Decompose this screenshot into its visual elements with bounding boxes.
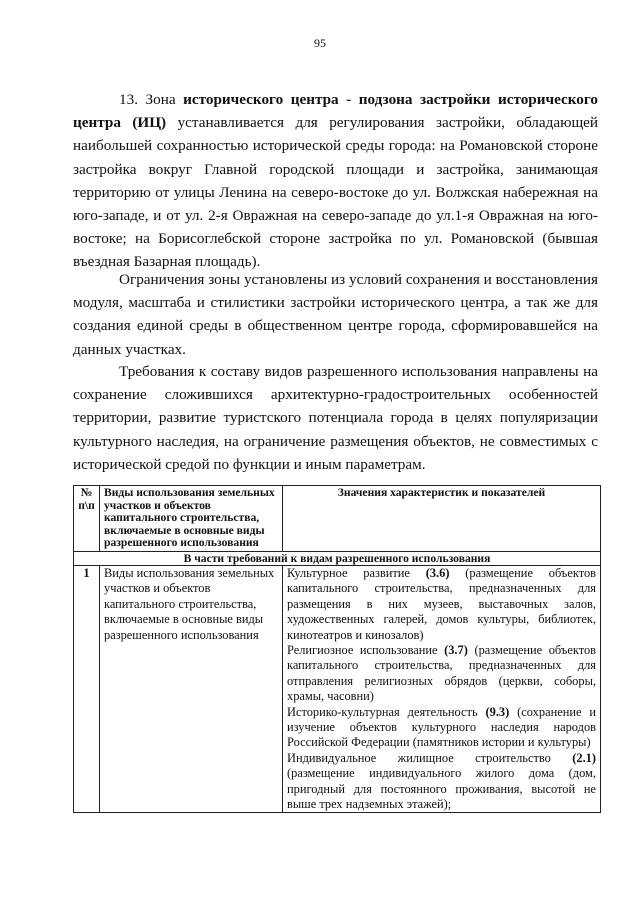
header-number: № п\п (74, 486, 100, 552)
zone-requirements-paragraph: Требования к составу видов разрешенного использования направлены на сохранение сложившихся архитектурно-градостроительных особенностей территории, развитие туристского потенциала города в целях популяризации культурного наследия, на ограничение размещения объектов, не совместимых с исторической средой по функции и иным параметрам. (73, 363, 598, 473)
table-subheader-row (74, 551, 601, 565)
zone-number: 13. Зона (119, 91, 184, 108)
header-values: Значения характеристик и показателей (283, 486, 601, 552)
permitted-use-table (73, 485, 601, 813)
use-item-historical: Историко-культурная деятельность (9.3) (сохранение и изучение объектов культурного наследия народов Российской Федерации (памятников истории и культуры) (287, 704, 596, 750)
row-use-values (283, 565, 601, 813)
zone-title: исторического центра - подзона застройки исторического центра (ИЦ) (73, 91, 598, 132)
table-header-row (74, 486, 601, 552)
table-row (74, 565, 601, 813)
use-item-cultural: Культурное развитие (3.6) (размещение объектов капитального строительства, предназначенных для размещения в них музеев, выставочных залов, художественных галерей, домов культуры, библиотек, кинотеатров и кинозалов) (287, 565, 596, 642)
zone-description-paragraph (73, 88, 598, 274)
page-number: 95 (314, 36, 326, 50)
row-use-type: Виды использования земельных участков и объектов капитального строительства, включаемые в основные виды разрешенного использования (100, 565, 283, 813)
table-subheader: В части требований к видам разрешенного использования (74, 551, 601, 565)
zone-description-text: устанавливается для регулирования застройки, обладающей наибольшей сохранностью исторической среды города: на Романовской стороне застройка вокруг Главной городской площади и застройка, занимающая территорию от улицы Ленина на северо-востоке до ул. Волжская набережная на юго-западе, и от ул. 2-я Овражная на северо-западе до ул.1-я Овражная на юго-востоке; на Борисоглебской стороне застройка по ул. Романовской (бывшая въездная Базарная площадь). (73, 114, 599, 271)
zone-restrictions-paragraph: Ограничения зоны установлены из условий сохранения и восстановления модуля, масштаба и стилистики застройки исторического центра, а так же для создания единой среды в общественном центре города, сформировавшейся на данных участках. (73, 271, 598, 358)
row-number: 1 (74, 565, 100, 813)
use-item-housing: Индивидуальное жилищное строительство (2.1) (размещение индивидуального жилого дома (дом, пригодный для постоянного проживания, высотой не выше трех надземных этажей); (287, 750, 596, 812)
use-item-religious: Религиозное использование (3.7) (размещение объектов капитального строительства, предназначенных для отправления религиозных обрядов (церкви, соборы, храмы, часовни) (287, 643, 596, 704)
header-use-types: Виды использования земельных участков и объектов капитального строительства, включаемые в основные виды разрешенного использования (100, 486, 283, 552)
